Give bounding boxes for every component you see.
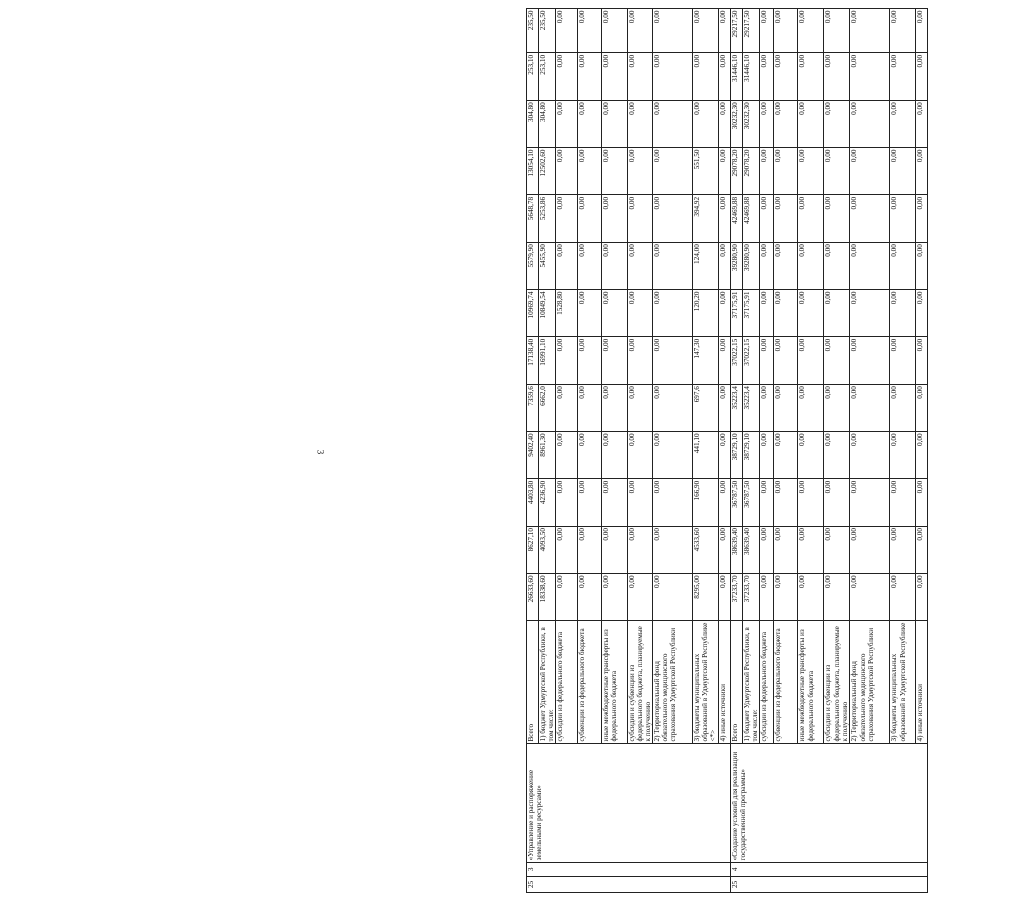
value-cell: 0,00 — [578, 573, 602, 620]
value-cell: 7359,6 — [527, 384, 539, 431]
value-cell: 0,00 — [824, 9, 850, 53]
funding-source-cell: субвенции из федерального бюджета — [578, 621, 602, 744]
value-cell: 35223,4 — [743, 384, 760, 431]
value-cell: 0,00 — [719, 479, 731, 526]
value-cell: 0,00 — [850, 100, 890, 147]
value-cell: 0,00 — [556, 573, 578, 620]
value-cell: 120,20 — [693, 290, 719, 337]
value-cell: 0,00 — [824, 573, 850, 620]
value-cell: 0,00 — [556, 384, 578, 431]
value-cell: 10969,74 — [527, 290, 539, 337]
value-cell: 9402,40 — [527, 431, 539, 478]
value-cell: 0,00 — [719, 195, 731, 242]
sub-number-cell: 4 — [731, 862, 928, 876]
value-cell: 0,00 — [760, 337, 774, 384]
value-cell: 0,00 — [602, 195, 628, 242]
value-cell: 0,00 — [578, 526, 602, 573]
value-cell: 8627,10 — [527, 526, 539, 573]
value-cell: 0,00 — [578, 384, 602, 431]
value-cell: 0,00 — [602, 573, 628, 620]
value-cell: 37175,91 — [743, 290, 760, 337]
value-cell: 0,00 — [798, 195, 824, 242]
value-cell: 5455,90 — [539, 242, 556, 289]
value-cell: 0,00 — [602, 53, 628, 100]
value-cell: 0,00 — [824, 195, 850, 242]
value-cell: 0,00 — [774, 242, 798, 289]
value-cell: 0,00 — [824, 479, 850, 526]
value-cell: 0,00 — [628, 242, 653, 289]
value-cell: 0,00 — [824, 53, 850, 100]
value-cell: 5579,90 — [527, 242, 539, 289]
value-cell: 4093,50 — [539, 526, 556, 573]
value-cell: 0,00 — [798, 526, 824, 573]
value-cell: 0,00 — [890, 479, 916, 526]
value-cell: 29078,20 — [731, 148, 743, 195]
value-cell: 37022,15 — [743, 337, 760, 384]
value-cell: 37175,91 — [731, 290, 743, 337]
value-cell: 0,00 — [916, 337, 928, 384]
value-cell: 0,00 — [578, 431, 602, 478]
value-cell: 0,00 — [628, 195, 653, 242]
funding-source-cell: 2) Территориальный фонд обязательного медицинского страхования Удмуртской Республики — [850, 621, 890, 744]
value-cell: 147,30 — [693, 337, 719, 384]
value-cell: 0,00 — [653, 526, 693, 573]
value-cell: 0,00 — [760, 431, 774, 478]
value-cell: 0,00 — [719, 573, 731, 620]
value-cell: 0,00 — [916, 9, 928, 53]
value-cell: 0,00 — [653, 100, 693, 147]
funding-source-cell: субсидии и субвенции из федерального бюджета, планируемые к получению — [824, 621, 850, 744]
value-cell: 0,00 — [719, 290, 731, 337]
value-cell: 0,00 — [760, 479, 774, 526]
value-cell: 0,00 — [916, 384, 928, 431]
value-cell: 30232,30 — [743, 100, 760, 147]
value-cell: 0,00 — [653, 479, 693, 526]
value-cell: 0,00 — [556, 526, 578, 573]
value-cell: 0,00 — [798, 100, 824, 147]
value-cell: 0,00 — [916, 53, 928, 100]
value-cell: 36787,50 — [731, 479, 743, 526]
value-cell: 0,00 — [556, 431, 578, 478]
value-cell: 0,00 — [693, 100, 719, 147]
value-cell: 0,00 — [890, 290, 916, 337]
value-cell: 0,00 — [850, 290, 890, 337]
funding-source-cell: 3) бюджеты муниципальных образований в Удмуртской Республике — [890, 621, 916, 744]
value-cell: 26633,60 — [527, 573, 539, 620]
value-cell: 0,00 — [653, 53, 693, 100]
table-row — [731, 9, 743, 893]
value-cell: 0,00 — [653, 384, 693, 431]
value-cell: 551,50 — [693, 148, 719, 195]
value-cell: 0,00 — [760, 9, 774, 53]
value-cell: 0,00 — [824, 242, 850, 289]
table-row — [527, 9, 539, 893]
value-cell: 0,00 — [774, 526, 798, 573]
value-cell: 0,00 — [760, 100, 774, 147]
value-cell: 0,00 — [824, 148, 850, 195]
value-cell: 0,00 — [916, 195, 928, 242]
value-cell: 0,00 — [760, 526, 774, 573]
value-cell: 29217,50 — [731, 9, 743, 53]
value-cell: 0,00 — [719, 337, 731, 384]
value-cell: 1528,80 — [556, 290, 578, 337]
value-cell: 0,00 — [693, 9, 719, 53]
value-cell: 0,00 — [556, 195, 578, 242]
value-cell: 0,00 — [719, 53, 731, 100]
value-cell: 0,00 — [719, 100, 731, 147]
budget-table — [526, 8, 928, 893]
value-cell: 31446,10 — [731, 53, 743, 100]
value-cell: 4533,60 — [693, 526, 719, 573]
value-cell: 29217,50 — [743, 9, 760, 53]
value-cell: 0,00 — [774, 148, 798, 195]
value-cell: 0,00 — [653, 195, 693, 242]
value-cell: 0,00 — [850, 9, 890, 53]
value-cell: 0,00 — [628, 9, 653, 53]
row-number-cell: 25 — [731, 876, 928, 892]
value-cell: 0,00 — [850, 573, 890, 620]
value-cell: 0,00 — [578, 290, 602, 337]
value-cell: 0,00 — [916, 479, 928, 526]
value-cell: 0,00 — [824, 526, 850, 573]
value-cell: 0,00 — [578, 148, 602, 195]
value-cell: 0,00 — [760, 195, 774, 242]
value-cell: 0,00 — [798, 479, 824, 526]
value-cell: 0,00 — [719, 526, 731, 573]
subprogram-title-cell: «Создание условий для реализации государственной программы» — [731, 744, 928, 863]
value-cell: 5648,78 — [527, 195, 539, 242]
value-cell: 0,00 — [628, 337, 653, 384]
value-cell: 0,00 — [890, 431, 916, 478]
value-cell: 0,00 — [774, 337, 798, 384]
value-cell: 0,00 — [556, 9, 578, 53]
value-cell: 0,00 — [556, 148, 578, 195]
value-cell: 0,00 — [850, 337, 890, 384]
value-cell: 0,00 — [774, 431, 798, 478]
value-cell: 441,10 — [693, 431, 719, 478]
value-cell: 12502,60 — [539, 148, 556, 195]
value-cell: 0,00 — [578, 195, 602, 242]
value-cell: 0,00 — [628, 573, 653, 620]
value-cell: 37233,70 — [743, 573, 760, 620]
value-cell: 0,00 — [578, 242, 602, 289]
value-cell: 0,00 — [798, 242, 824, 289]
value-cell: 0,00 — [850, 431, 890, 478]
value-cell: 42469,88 — [743, 195, 760, 242]
value-cell: 0,00 — [824, 384, 850, 431]
sub-number-cell: 3 — [527, 862, 731, 876]
value-cell: 0,00 — [798, 290, 824, 337]
value-cell: 36787,50 — [743, 479, 760, 526]
page-number: 3 — [315, 449, 326, 455]
funding-source-cell: 1) бюджет Удмуртской Республики, в том числе: — [539, 621, 556, 744]
value-cell: 0,00 — [653, 431, 693, 478]
value-cell: 16991,10 — [539, 337, 556, 384]
value-cell: 0,00 — [850, 242, 890, 289]
value-cell: 304,80 — [539, 100, 556, 147]
value-cell: 31446,10 — [743, 53, 760, 100]
value-cell: 0,00 — [798, 9, 824, 53]
value-cell: 0,00 — [850, 479, 890, 526]
value-cell: 0,00 — [850, 195, 890, 242]
value-cell: 0,00 — [824, 100, 850, 147]
value-cell: 0,00 — [890, 195, 916, 242]
funding-source-cell: иные межбюджетные трансферты из федерального бюджета — [602, 621, 628, 744]
value-cell: 0,00 — [578, 53, 602, 100]
value-cell: 394,92 — [693, 195, 719, 242]
funding-source-cell: иные межбюджетные трансферты из федерального бюджета — [798, 621, 824, 744]
value-cell: 697,6 — [693, 384, 719, 431]
value-cell: 0,00 — [556, 479, 578, 526]
value-cell: 0,00 — [578, 479, 602, 526]
value-cell: 0,00 — [774, 100, 798, 147]
value-cell: 0,00 — [916, 526, 928, 573]
value-cell: 38729,10 — [731, 431, 743, 478]
value-cell: 17138,40 — [527, 337, 539, 384]
value-cell: 0,00 — [556, 337, 578, 384]
value-cell: 0,00 — [916, 431, 928, 478]
value-cell: 124,00 — [693, 242, 719, 289]
value-cell: 0,00 — [774, 384, 798, 431]
value-cell: 0,00 — [653, 290, 693, 337]
value-cell: 253,10 — [539, 53, 556, 100]
value-cell: 29078,20 — [743, 148, 760, 195]
value-cell: 39280,90 — [743, 242, 760, 289]
value-cell: 0,00 — [653, 573, 693, 620]
value-cell: 0,00 — [850, 148, 890, 195]
value-cell: 0,00 — [850, 384, 890, 431]
value-cell: 0,00 — [628, 100, 653, 147]
funding-source-cell: 2) Территориальный фонд обязательного медицинского страхования Удмуртской Республики — [653, 621, 693, 744]
funding-source-cell: 4) иные источники — [916, 621, 928, 744]
value-cell: 0,00 — [578, 100, 602, 147]
funding-source-cell: субсидии из федерального бюджета — [556, 621, 578, 744]
value-cell: 0,00 — [719, 242, 731, 289]
value-cell: 0,00 — [602, 100, 628, 147]
value-cell: 0,00 — [760, 148, 774, 195]
funding-source-cell: Всего — [527, 621, 539, 744]
value-cell: 0,00 — [890, 526, 916, 573]
value-cell: 235,50 — [527, 9, 539, 53]
value-cell: 0,00 — [602, 148, 628, 195]
value-cell: 0,00 — [628, 526, 653, 573]
value-cell: 0,00 — [798, 573, 824, 620]
value-cell: 0,00 — [890, 242, 916, 289]
value-cell: 0,00 — [602, 479, 628, 526]
value-cell: 0,00 — [719, 384, 731, 431]
value-cell: 0,00 — [916, 290, 928, 337]
value-cell: 0,00 — [798, 384, 824, 431]
value-cell: 0,00 — [628, 53, 653, 100]
value-cell: 0,00 — [556, 242, 578, 289]
value-cell: 35223,4 — [731, 384, 743, 431]
value-cell: 0,00 — [798, 337, 824, 384]
value-cell: 0,00 — [798, 431, 824, 478]
value-cell: 0,00 — [578, 9, 602, 53]
value-cell: 0,00 — [824, 337, 850, 384]
value-cell: 0,00 — [760, 242, 774, 289]
value-cell: 0,00 — [719, 9, 731, 53]
value-cell: 0,00 — [693, 53, 719, 100]
value-cell: 0,00 — [556, 100, 578, 147]
row-number-cell: 25 — [527, 876, 731, 892]
value-cell: 0,00 — [653, 148, 693, 195]
funding-source-cell: 3) бюджеты муниципальных образований в Удмуртской Республике <*> — [693, 622, 718, 742]
value-cell: 0,00 — [578, 337, 602, 384]
value-cell: 38639,40 — [731, 526, 743, 573]
subprogram-title-cell: «Управление и распоряжение земельными ресурсами» — [527, 744, 731, 863]
value-cell: 0,00 — [628, 431, 653, 478]
value-cell: 8961,30 — [539, 431, 556, 478]
value-cell: 0,00 — [602, 242, 628, 289]
value-cell: 18338,60 — [539, 573, 556, 620]
value-cell: 0,00 — [628, 479, 653, 526]
value-cell: 4236,90 — [539, 479, 556, 526]
value-cell: 39280,90 — [731, 242, 743, 289]
funding-source-cell: 4) иные источники — [719, 621, 731, 744]
value-cell: 0,00 — [824, 290, 850, 337]
value-cell: 0,00 — [774, 479, 798, 526]
value-cell: 0,00 — [653, 242, 693, 289]
value-cell: 0,00 — [760, 573, 774, 620]
value-cell: 0,00 — [602, 431, 628, 478]
value-cell: 0,00 — [850, 526, 890, 573]
value-cell: 10849,54 — [539, 290, 556, 337]
value-cell: 0,00 — [798, 148, 824, 195]
rotated-page — [526, 8, 1031, 893]
value-cell: 0,00 — [916, 242, 928, 289]
value-cell: 8295,00 — [693, 573, 719, 620]
value-cell: 6662,0 — [539, 384, 556, 431]
value-cell: 0,00 — [850, 53, 890, 100]
funding-source-cell: субвенции из федерального бюджета — [774, 621, 798, 744]
value-cell: 0,00 — [774, 290, 798, 337]
value-cell: 37233,70 — [731, 573, 743, 620]
value-cell: 0,00 — [890, 9, 916, 53]
value-cell: 0,00 — [890, 337, 916, 384]
value-cell: 13054,10 — [527, 148, 539, 195]
value-cell: 0,00 — [760, 384, 774, 431]
value-cell: 253,10 — [527, 53, 539, 100]
value-cell: 4403,80 — [527, 479, 539, 526]
value-cell: 0,00 — [774, 195, 798, 242]
funding-source-cell: субсидии из федерального бюджета — [760, 621, 774, 744]
value-cell: 37022,15 — [731, 337, 743, 384]
value-cell: 0,00 — [890, 100, 916, 147]
value-cell: 0,00 — [602, 290, 628, 337]
value-cell: 0,00 — [760, 53, 774, 100]
value-cell: 0,00 — [774, 9, 798, 53]
value-cell: 0,00 — [890, 53, 916, 100]
funding-source-cell: Всего — [731, 621, 743, 744]
value-cell: 0,00 — [719, 431, 731, 478]
value-cell: 0,00 — [760, 290, 774, 337]
table-body — [527, 9, 928, 893]
value-cell: 0,00 — [653, 9, 693, 53]
value-cell: 0,00 — [774, 53, 798, 100]
value-cell: 38639,40 — [743, 526, 760, 573]
value-cell: 0,00 — [890, 384, 916, 431]
value-cell: 30232,30 — [731, 100, 743, 147]
value-cell: 0,00 — [916, 573, 928, 620]
value-cell: 166,90 — [693, 479, 719, 526]
funding-source-cell: 1) бюджет Удмуртской Республики, в том числе: — [743, 621, 760, 744]
value-cell: 0,00 — [798, 53, 824, 100]
value-cell: 0,00 — [602, 526, 628, 573]
value-cell: 0,00 — [719, 148, 731, 195]
value-cell: 0,00 — [653, 337, 693, 384]
value-cell: 0,00 — [628, 290, 653, 337]
value-cell: 0,00 — [602, 384, 628, 431]
value-cell: 0,00 — [916, 148, 928, 195]
value-cell: 235,50 — [539, 9, 556, 53]
value-cell: 304,80 — [527, 100, 539, 147]
value-cell: 0,00 — [916, 100, 928, 147]
value-cell: 0,00 — [824, 431, 850, 478]
value-cell: 0,00 — [602, 9, 628, 53]
value-cell: 0,00 — [556, 53, 578, 100]
value-cell: 0,00 — [890, 573, 916, 620]
value-cell: 5253,86 — [539, 195, 556, 242]
value-cell: 0,00 — [628, 148, 653, 195]
value-cell: 0,00 — [890, 148, 916, 195]
value-cell: 38729,10 — [743, 431, 760, 478]
funding-source-cell: субсидии и субвенции из федерального бюджета, планируемые к получению — [628, 621, 653, 744]
value-cell: 0,00 — [628, 384, 653, 431]
value-cell: 0,00 — [602, 337, 628, 384]
value-cell: 0,00 — [774, 573, 798, 620]
value-cell: 42469,88 — [731, 195, 743, 242]
